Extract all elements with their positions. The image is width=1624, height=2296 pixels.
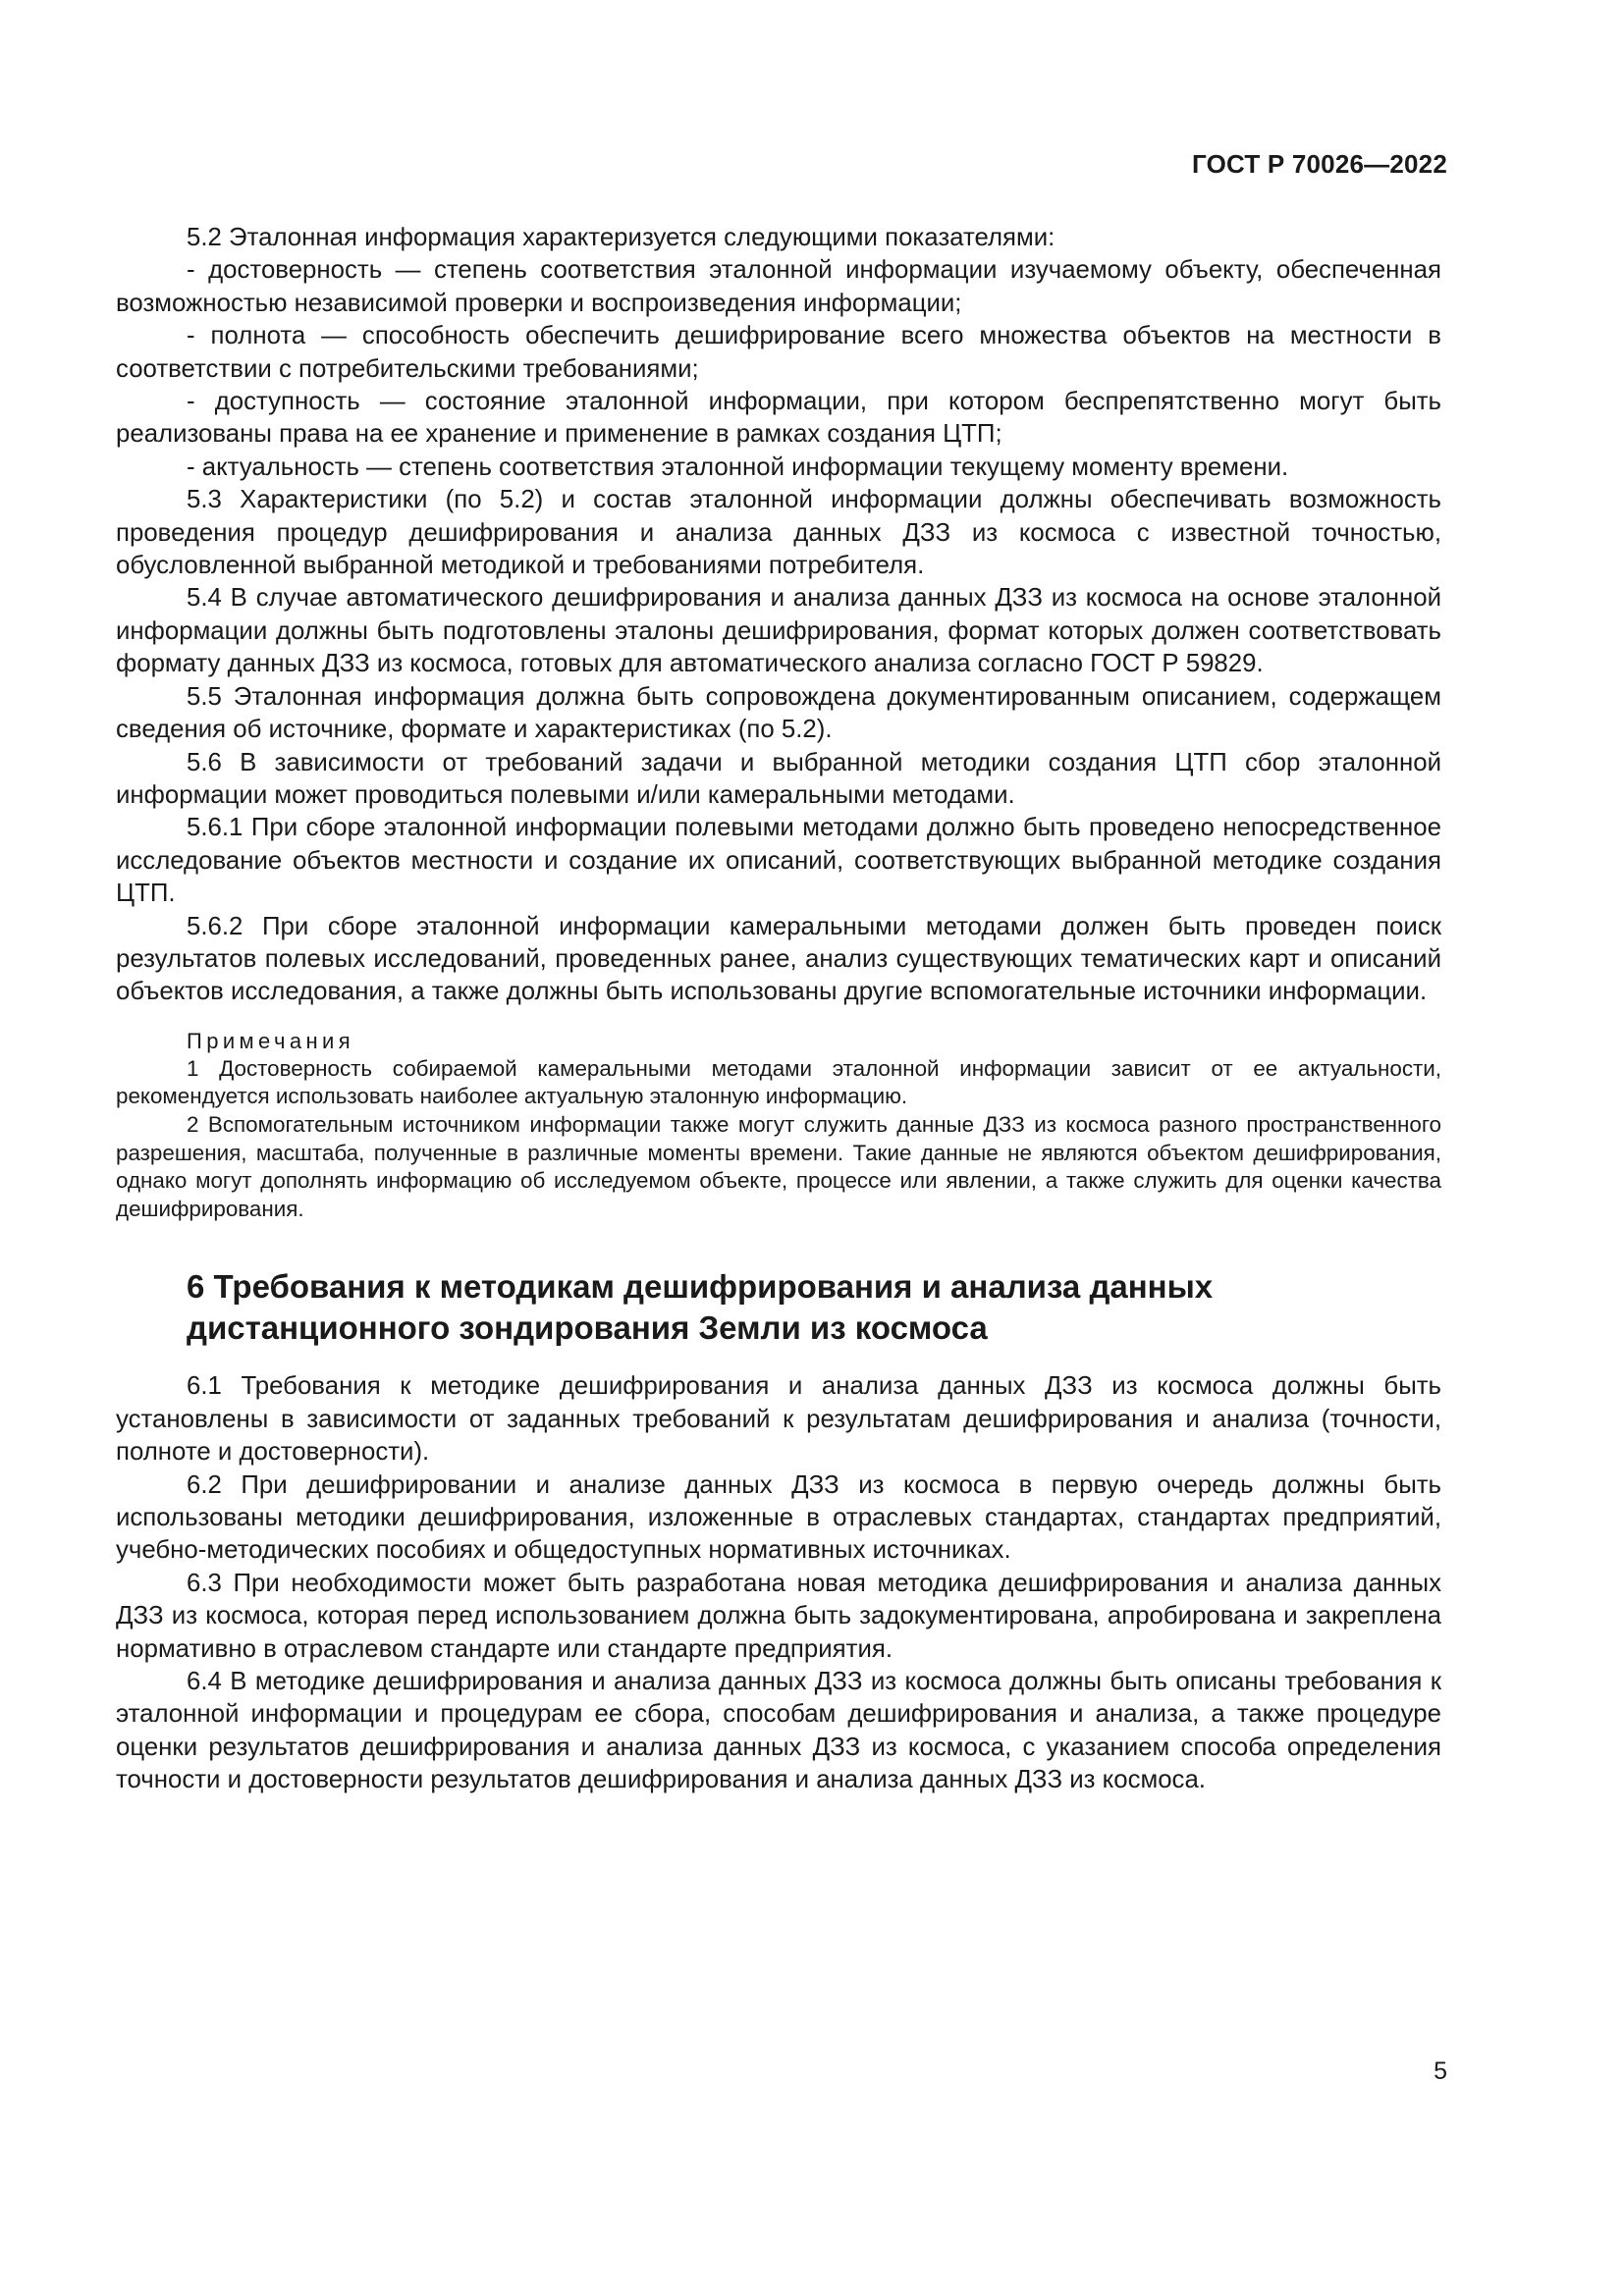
- paragraph-5-2: 5.2 Эталонная информация характеризуется следующими показателями:: [187, 224, 1056, 251]
- note-1: 1 Достоверность собираемой камеральными методами эталонной информации зависит от ее актуальности, рекомендуется использовать наиболее актуальную эталонную информацию.: [116, 1055, 1441, 1109]
- paragraph-5-6: 5.6 В зависимости от требований задачи и выбранной методики создания ЦТП сбор эталонной информации может проводиться полевыми и/или камеральными методами.: [116, 748, 1441, 809]
- notes-title: Примечания: [187, 1028, 355, 1053]
- page-number: 5: [1434, 2057, 1447, 2085]
- list-item-relevance: - актуальность — степень соответствия эталонной информации текущему моменту времени.: [187, 453, 1289, 481]
- section-6-title: 6 Требования к методикам дешифрирования и анализа данных дистанционного зондирования Земли из космоса: [187, 1268, 1214, 1347]
- paragraph-5-6-1: 5.6.1 При сборе эталонной информации полевыми методами должно быть проведено непосредственное исследование объектов местности и создание их описаний, соответствующих выбранной методике создания ЦТП.: [116, 814, 1441, 908]
- notes-block: [116, 1027, 1441, 1224]
- paragraph-5-4: 5.4 В случае автоматического дешифрирования и анализа данных ДЗЗ из космоса на основе эталонной информации должны быть подготовлены эталоны дешифрирования, формат которых должен соответствовать формату данных ДЗЗ из космоса, готовых для автоматического анализа согласно ГОСТ Р 59829.: [116, 584, 1441, 678]
- note-2: 2 Вспомогательным источником информации также могут служить данные ДЗЗ из космоса разного пространственного разрешения, масштаба, полученные в различные моменты времени. Такие данные не являются объектом дешифрирования, однако могут дополнять информацию об исследуемом объекте, процессе или явлении, а также служить для оценки качества дешифрирования.: [116, 1111, 1441, 1221]
- page-body: [116, 222, 1441, 1797]
- paragraph-6-2: 6.2 При дешифрировании и анализе данных ДЗЗ из космоса в первую очередь должны быть использованы методики дешифрирования, изложенные в отраслевых стандартах, стандартах предприятий, учебно-методических пособиях и общедоступных нормативных источниках.: [116, 1470, 1441, 1565]
- list-item-reliability: - достоверность — степень соответствия эталонной информации изучаемому объекту, обеспеченная возможностью независимой проверки и воспроизведения информации;: [116, 256, 1441, 317]
- paragraph-5-3: 5.3 Характеристики (по 5.2) и состав эталонной информации должны обеспечивать возможность проведения процедур дешифрирования и анализа данных ДЗЗ из космоса с известной точностью, обусловленной выбранной методикой и требованиями потребителя.: [116, 486, 1441, 580]
- list-item-accessibility: - доступность — состояние эталонной информации, при котором беспрепятственно могут быть реализованы права на ее хранение и применение в рамках создания ЦТП;: [116, 388, 1441, 449]
- paragraph-6-4: 6.4 В методике дешифрирования и анализа данных ДЗЗ из космоса должны быть описаны требования к эталонной информации и процедурам ее сбора, способам дешифрирования и анализа, а также процедуре оценки результатов дешифрирования и анализа данных ДЗЗ из космоса, с указанием способа определения точности и достоверности результатов дешифрирования и анализа данных ДЗЗ из космоса.: [116, 1667, 1441, 1794]
- document-id: ГОСТ Р 70026—2022: [1192, 149, 1447, 179]
- paragraph-5-6-2: 5.6.2 При сборе эталонной информации камеральными методами должен быть проведен поиск результатов полевых исследований, проведенных ранее, анализ существующих тематических карт и описаний объектов исследования, а также должны быть использованы другие вспомогательные источники информации.: [116, 912, 1441, 1006]
- paragraph-6-3: 6.3 При необходимости может быть разработана новая методика дешифрирования и анализа данных ДЗЗ из космоса, которая перед использованием должна быть задокументирована, апробирована и закреплена нормативно в отраслевом стандарте или стандарте предприятия.: [116, 1569, 1441, 1663]
- list-item-completeness: - полнота — способность обеспечить дешифрирование всего множества объектов на местности в соответствии с потребительскими требованиями;: [116, 322, 1441, 383]
- paragraph-6-1: 6.1 Требования к методике дешифрирования и анализа данных ДЗЗ из космоса должны быть установлены в зависимости от заданных требований к результатам дешифрирования и анализа (точности, полноте и достоверности).: [116, 1372, 1441, 1467]
- paragraph-5-5: 5.5 Эталонная информация должна быть сопровождена документированным описанием, содержащем сведения об источнике, формате и характеристиках (по 5.2).: [116, 682, 1441, 744]
